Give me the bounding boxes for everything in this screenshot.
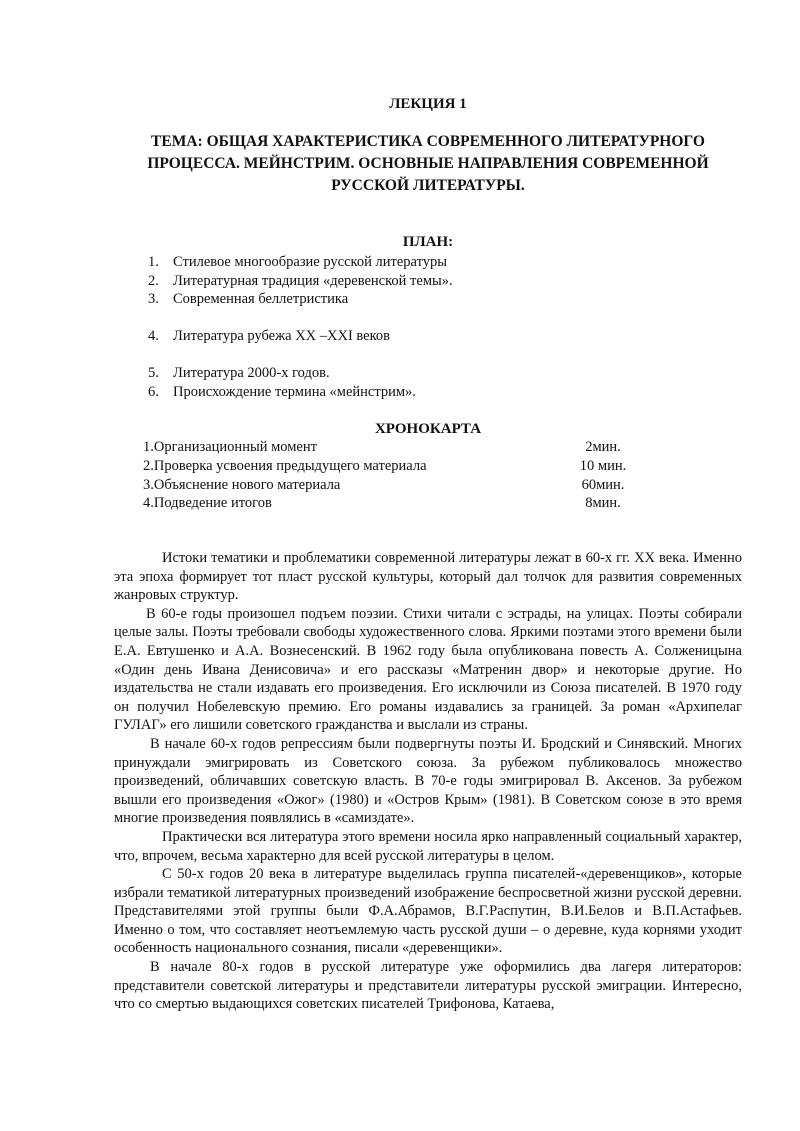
plan-item-number: 3. xyxy=(148,291,159,307)
plan-item xyxy=(148,383,416,401)
plan-item-text: Литература рубежа ХХ –ХХI веков xyxy=(173,328,391,344)
plan-item xyxy=(148,253,447,271)
plan-title: ПЛАН: xyxy=(402,234,454,250)
body-paragraph: С 50-х годов 20 века в литературе выделилась группа писателей-«деревенщиков», которые избрали тематикой литературных произведений изображение беспросветной жизни русской деревни. Представителями этой группы были Ф.А.Абрамов, В.Г.Распутин, В.И.Белов и В.П.Астафьев. Именно о том, что составляет неотъемлемую часть русской души – о деревне, куда корнями уходит особенность национального сознания, писали «деревенщики». xyxy=(114,866,742,957)
chronocard-row xyxy=(143,494,643,512)
lecture-body xyxy=(114,549,742,1014)
chronocard-time: 60мин. xyxy=(581,477,625,493)
chronocard-step: 1.Организационный момент xyxy=(143,439,317,455)
chronocard-time: 10 мин. xyxy=(579,458,627,474)
chronocard-row xyxy=(143,476,643,494)
body-paragraph: В 60-е годы произошел подъем поэзии. Стихи читали с эстрады, на улицах. Поэты собирали целые залы. Поэты требовали свободы художественного слова. Яркими поэтами этого времени были Е.А. Евтушенко и А.А. Вознесенский. В 1962 году была опубликована повесть А. Солженицына «Один день Ивана Денисовича» и его рассказы «Матренин двор» и некоторые другие. Но издательства не стали издавать его произведения. Его исключили из Союза писателей. В 1970 году он получил Нобелевскую премию. Его романы издавались за границей. За роман «Архипелаг ГУЛАГ» его лишили советского гражданства и выслали из страны. xyxy=(114,605,742,734)
plan-item-text: Литература 2000-х годов. xyxy=(173,365,330,381)
plan-item-text: Стилевое многообразие русской литературы xyxy=(173,254,447,270)
plan-item xyxy=(148,272,453,290)
plan-item-text: Современная беллетристика xyxy=(173,291,349,307)
chronocard-time: 2мин. xyxy=(585,439,621,455)
plan-item-number: 1. xyxy=(148,254,159,270)
chronocard-step: 3.Объяснение нового материала xyxy=(143,477,341,493)
plan-item xyxy=(148,364,330,382)
plan-item xyxy=(148,290,348,308)
chronocard-row xyxy=(143,457,643,475)
plan-item-number: 2. xyxy=(148,273,159,289)
chronocard-row xyxy=(143,438,643,456)
plan-item-number: 6. xyxy=(148,384,159,400)
plan-item-number: 5. xyxy=(148,365,159,381)
chronocard-step: 4.Подведение итогов xyxy=(143,495,272,511)
body-paragraph: В начале 80-х годов в русской литературе уже оформились два лагеря литераторов: представители советской литературы и представители литературы русской эмиграции. Интересно, что со смертью выдающихся советских писателей Трифонова, Катаева, xyxy=(114,959,742,1013)
chronocard-time: 8мин. xyxy=(585,495,621,511)
body-paragraph: Практически вся литература этого времени носила ярко направленный социальный характер, что, впрочем, весьма характерно для всей русской литературы в целом. xyxy=(114,828,742,864)
body-paragraph: В начале 60-х годов репрессиям были подвергнуты поэты И. Бродский и Синявский. Многих принуждали эмигрировать из Советского союза. За рубежом публиковалось множество произведений, обличавших советскую власть. В 70-е годы эмигрировал В. Аксенов. За рубежом вышли его произведения «Ожог» (1980) и «Остров Крым» (1981). В Советском союзе в это время многие произведения появлялись в «самиздате». xyxy=(114,735,742,827)
lecture-topic: ТЕМА: ОБЩАЯ ХАРАКТЕРИСТИКА СОВРЕМЕННОГО ЛИТЕРАТУРНОГО ПРОЦЕССА. МЕЙНСТРИМ. ОСНОВНЫЕ НАПРАВЛЕНИЯ СОВРЕМЕННОЙ РУССКОЙ ЛИТЕРАТУРЫ. xyxy=(147,133,709,194)
lecture-number: ЛЕКЦИЯ 1 xyxy=(389,96,467,112)
plan-item-number: 4. xyxy=(148,328,159,344)
plan-item-text: Литературная традиция «деревенской темы». xyxy=(173,273,453,289)
plan-item-text: Происхождение термина «мейнстрим». xyxy=(173,384,416,400)
body-paragraph: Истоки тематики и проблематики современной литературы лежат в 60-х гг. XX века. Именно эта эпоха формирует тот пласт русской культуры, который дал толчок для развития современных жанровых структур. xyxy=(114,550,742,604)
plan-item xyxy=(148,327,390,345)
chronocard-step: 2.Проверка усвоения предыдущего материала xyxy=(143,458,427,474)
chronocard-title: ХРОНОКАРТА xyxy=(374,421,482,437)
